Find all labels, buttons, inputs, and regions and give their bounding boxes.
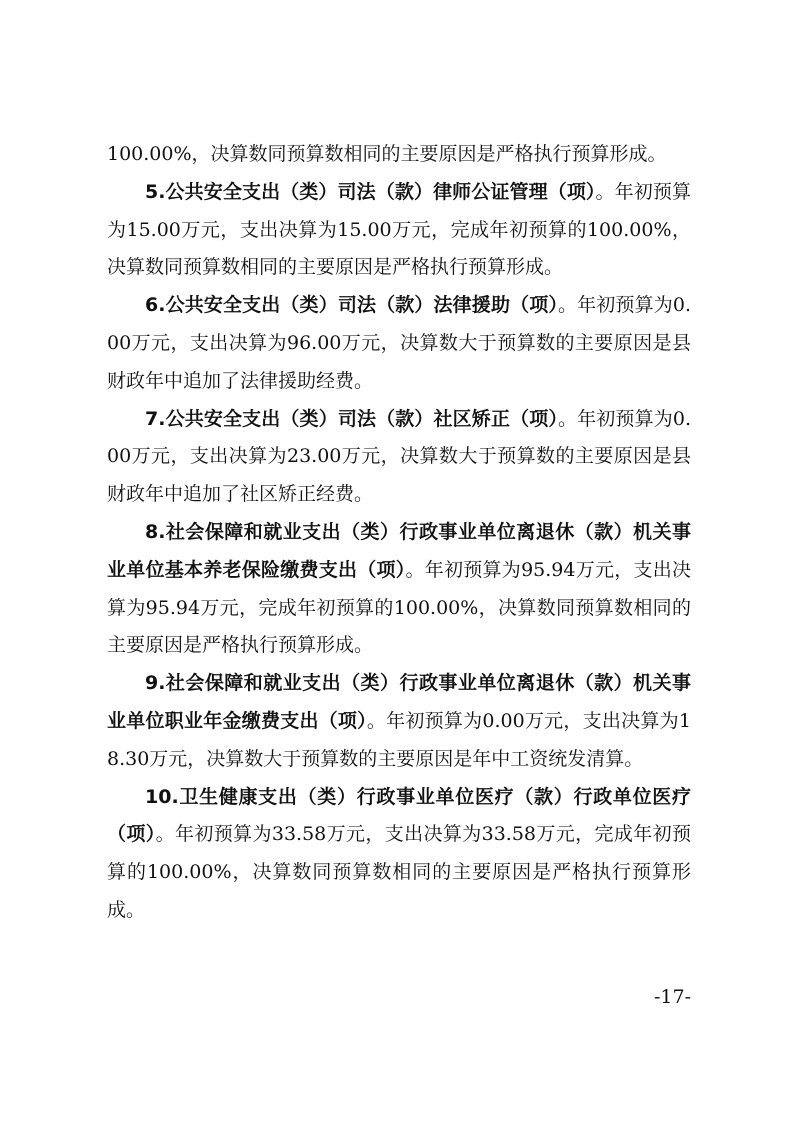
item-heading: 6.公共安全支出（类）司法（款）法律援助（项） — [145, 294, 559, 317]
item-heading: 5.公共安全支出（类）司法（款）律师公证管理（项） — [145, 180, 596, 203]
item-body: 。年初预算为0.00万元，支出决算为96.00万元，决算数大于预算数的主要原因是县财政年中追加了法律援助经费。 — [107, 294, 691, 392]
item-heading: 9.社会保障和就业支出（类）行政事业单位离退休（款）机关事业单位职业年金缴费支出（项） — [107, 672, 691, 732]
item-body: 。年初预算为0.00万元，支出决算为18.30万元，决算数大于预算数的主要原因是年中工资统发清算。 — [107, 709, 691, 770]
item-body: 。年初预算为0.00万元，支出决算为23.00万元，决算数大于预算数的主要原因是县财政年中追加了社区矫正经费。 — [107, 407, 691, 506]
continuation-paragraph: 100.00%，决算数同预算数相同的主要原因是严格执行预算形成。 — [107, 143, 667, 165]
item-paragraph — [107, 287, 691, 400]
item-body: 。年初预算为15.00万元，支出决算为15.00万元，完成年初预算的100.00%，决算数同预算数相同的主要原因是严格执行预算形成。 — [107, 180, 691, 279]
item-heading: 8.社会保障和就业支出（类）行政事业单位离退休（款）机关事业单位基本养老保险缴费支出（项） — [107, 520, 691, 581]
item-paragraph — [107, 514, 691, 665]
item-heading: 7.公共安全支出（类）司法（款）社区矫正（项） — [145, 407, 559, 430]
item-paragraph — [107, 401, 691, 514]
item-paragraph — [107, 779, 691, 930]
item-heading: 10.卫生健康支出（类）行政事业单位医疗（款）行政单位医疗（项） — [107, 785, 691, 846]
item-paragraph — [107, 174, 691, 287]
item-paragraph — [107, 665, 691, 778]
item-body: 。年初预算为33.58万元，支出决算为33.58万元，完成年初预算的100.00%，决算数同预算数相同的主要原因是严格执行预算形成。 — [107, 823, 691, 921]
item-body: 。年初预算为95.94万元，支出决算为95.94万元，完成年初预算的100.00%，决算数同预算数相同的主要原因是严格执行预算形成。 — [107, 558, 691, 657]
page-number: -17- — [653, 986, 691, 1008]
document-body — [107, 136, 691, 930]
